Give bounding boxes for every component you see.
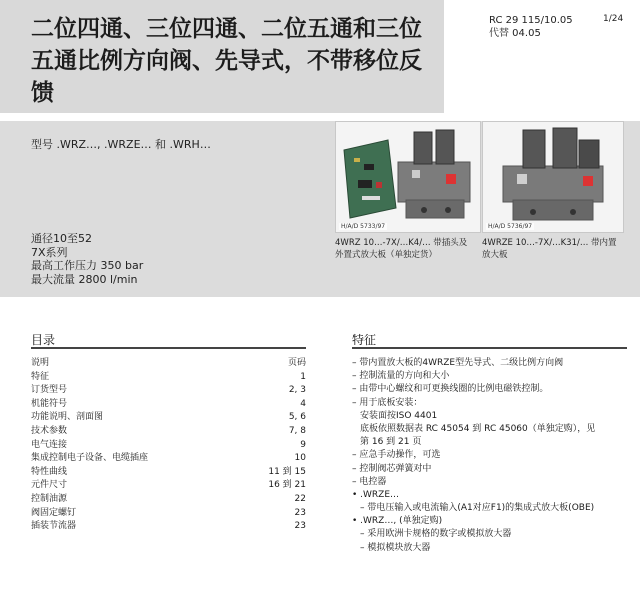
photo-caption: 4WRZ 10…-7X/…K4/… 带插头及外置式放大板（单独定货） <box>335 238 468 260</box>
feature-subitem: 第 16 到 21 页 <box>360 437 422 448</box>
toc-page: 16 到 21 <box>268 480 306 491</box>
toc-entry: 技术参数 <box>31 425 68 436</box>
toc-page: 22 <box>294 493 306 504</box>
toc-row <box>31 466 306 480</box>
feature-subitem: – 模拟模块放大器 <box>360 542 431 553</box>
toc-divider <box>31 347 306 349</box>
toc-page: 23 <box>294 507 306 518</box>
spec-size: 通径10至52 <box>31 232 92 245</box>
replaces-note: 代替 04.05 <box>489 28 541 39</box>
feature-subitem: – 带电压输入或电流输入(A1对应F1)的集成式放大板(OBE) <box>360 503 595 514</box>
toc-row <box>31 411 306 425</box>
toc-entry: 电气连接 <box>31 439 68 450</box>
toc-row <box>31 398 306 412</box>
spec-flow: 最大流量 2800 l/min <box>31 272 138 286</box>
toc-entry: 控制油源 <box>31 493 68 504</box>
toc-row <box>31 493 306 507</box>
specs-list <box>31 232 143 286</box>
toc-page: 9 <box>300 439 306 450</box>
toc-row <box>31 452 306 466</box>
toc-heading: 目录 <box>31 333 56 347</box>
toc-row <box>31 520 306 534</box>
document-title: 二位四通、三位四通、二位五通和三位五通比例方向阀、先导式，不带移位反馈 <box>31 16 422 106</box>
valve-illustration <box>336 122 480 232</box>
feature-subitem: 安装面按ISO 4401 <box>360 410 438 421</box>
photo-caption: 4WRZE 10…-7X/…K31/… 带内置放大板 <box>482 238 617 260</box>
toc-page: 10 <box>294 453 306 464</box>
photo-label: H/A/D 5733/97 <box>341 223 386 230</box>
toc-table <box>31 357 306 534</box>
valve-photo-external-amplifier <box>335 121 481 233</box>
features-divider <box>352 347 627 349</box>
feature-item: – 控制阀芯弹簧对中 <box>352 463 432 474</box>
feature-item: – 用于底板安装： <box>352 397 423 408</box>
toc-entry: 特征 <box>31 371 50 382</box>
toc-entry: 机能符号 <box>31 398 68 409</box>
toc-page: 2, 3 <box>288 385 306 396</box>
feature-item: – 带内置放大板的4WRZE型先导式、二级比例方向阀 <box>352 358 564 368</box>
toc-entry: 特性曲线 <box>31 466 68 477</box>
toc-row <box>31 425 306 439</box>
toc-page: 7, 8 <box>288 425 306 436</box>
document-reference <box>489 14 573 40</box>
feature-item: • .WRZ…, (单独定购) <box>352 516 443 527</box>
model-list: 型号 .WRZ…, .WRZE… 和 .WRH… <box>31 138 211 151</box>
page-number: 1/24 <box>603 14 624 24</box>
feature-item: – 控制流量的方向和大小 <box>352 371 450 382</box>
spec-pressure: 最高工作压力 350 bar <box>31 259 144 272</box>
document-id: RC 29 115/10.05 <box>489 15 573 26</box>
features-list <box>352 357 632 555</box>
toc-page: 1 <box>300 371 306 382</box>
feature-item: • .WRZE… <box>352 489 400 500</box>
feature-subitem: 底板依照数据表 RC 45054 到 RC 45060（单独定购），见 <box>360 423 596 434</box>
photo-label: H/A/D 5736/97 <box>488 223 533 230</box>
toc-page: 11 到 15 <box>268 466 306 477</box>
toc-row <box>31 439 306 453</box>
feature-subitem: – 采用欧洲卡规格的数字或模拟放大器 <box>360 529 512 540</box>
toc-col-page: 页码 <box>287 358 306 368</box>
feature-item: – 由带中心螺纹和可更换线圈的比例电磁铁控制。 <box>352 384 549 395</box>
feature-item: – 电控器 <box>352 476 387 487</box>
toc-row <box>31 384 306 398</box>
feature-item: – 应急手动操作，可选 <box>352 450 441 461</box>
toc-col-label: 说明 <box>31 358 50 368</box>
toc-page: 23 <box>294 521 306 532</box>
valve-illustration <box>483 122 623 232</box>
toc-entry: 功能说明、剖面图 <box>31 412 104 423</box>
toc-entry: 订货型号 <box>31 385 68 396</box>
toc-entry: 元件尺寸 <box>31 480 68 491</box>
spec-series: 7X系列 <box>31 245 68 259</box>
toc-row <box>31 371 306 385</box>
valve-photo-integrated-amplifier <box>482 121 624 233</box>
toc-entry: 阀固定螺钉 <box>31 507 77 518</box>
toc-row <box>31 507 306 521</box>
amplifier-card-image <box>344 140 396 218</box>
toc-page: 4 <box>300 398 306 409</box>
toc-entry: 集成控制电子设备、电缆插座 <box>31 453 149 464</box>
toc-row <box>31 479 306 493</box>
features-heading: 特征 <box>352 333 377 347</box>
toc-header-row <box>31 357 306 371</box>
toc-entry: 插装节流器 <box>31 521 77 532</box>
toc-page: 5, 6 <box>288 412 306 423</box>
